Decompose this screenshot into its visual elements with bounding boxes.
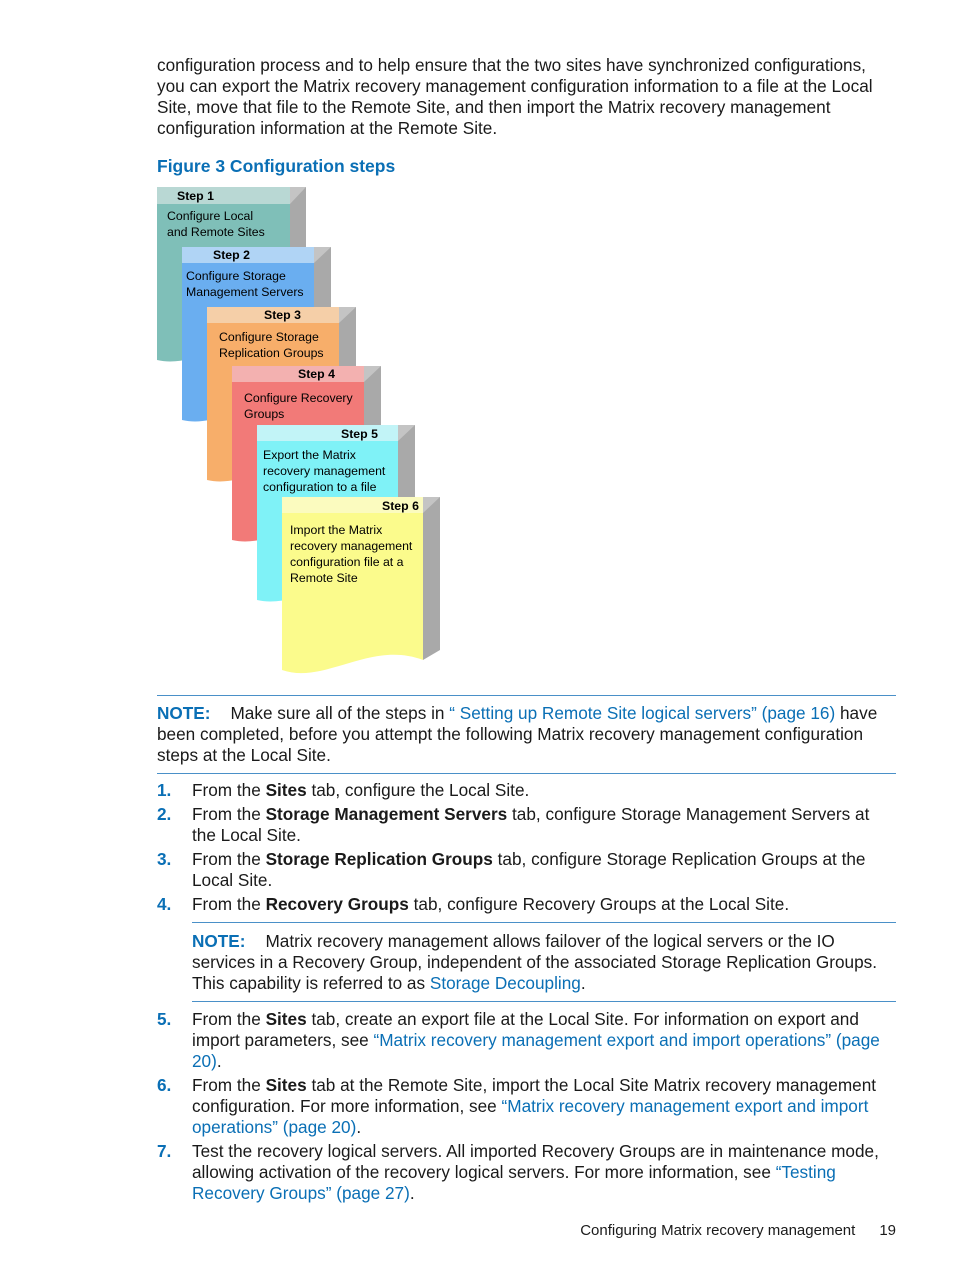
step-text: Test the recovery logical servers. All imported Recovery Groups are in maintenance mode, allowing activation of the recovery logical servers. For more information, see — [192, 1141, 879, 1182]
configuration-steps-figure — [150, 180, 450, 680]
step-6-line-4: Remote Site — [290, 571, 358, 585]
steps-list-a — [157, 780, 897, 915]
step-text: tab, configure Recovery Groups at the Local Site. — [413, 894, 790, 914]
step-number: 7. — [157, 1141, 172, 1161]
step-number: 5. — [157, 1009, 172, 1029]
note-text-after: have been completed, before you attempt the following Matrix recovery management configuration steps at the Local Site. — [157, 703, 878, 765]
step-text: From the — [192, 780, 261, 800]
step-text: tab at the Remote Site, import the Local Site Matrix recovery management configuration. For more information, see — [192, 1075, 877, 1116]
step-text: From the — [192, 849, 261, 869]
step-text: From the — [192, 1009, 261, 1029]
export-import-operations-link[interactable]: “Matrix recovery management export and import operations” (page 20) — [192, 1030, 880, 1071]
list-item — [157, 894, 897, 915]
step-number: 3. — [157, 849, 172, 869]
step-text: . — [409, 1183, 415, 1203]
step-card-6 — [282, 497, 440, 673]
export-import-operations-link[interactable]: “Matrix recovery management export and import operations” (page 20) — [192, 1096, 869, 1137]
step-tab-name: Storage Management Servers — [265, 804, 508, 824]
step-4-line-1: Configure Recovery — [244, 391, 353, 405]
step-text: tab, configure the Local Site. — [311, 780, 530, 800]
step-number: 6. — [157, 1075, 172, 1095]
step-6-label: Step 6 — [382, 499, 419, 513]
list-item — [157, 1075, 897, 1138]
step-text: From the — [192, 1075, 261, 1095]
step-tab-name: Sites — [265, 1009, 307, 1029]
storage-decoupling-link[interactable]: Storage Decoupling — [429, 973, 581, 993]
step-3-line-1: Configure Storage — [219, 330, 319, 344]
note-box-2 — [192, 922, 896, 1002]
step-text: tab, configure Storage Management Servers at the Local Site. — [192, 804, 870, 845]
list-item — [157, 804, 897, 846]
step-6-line-2: recovery management — [290, 539, 413, 553]
step-2-line-2: Management Servers — [186, 285, 304, 299]
step-5-line-3: configuration to a file — [263, 480, 377, 494]
step-text: . — [356, 1117, 362, 1137]
step-text: . — [216, 1051, 222, 1071]
step-tab-name: Recovery Groups — [265, 894, 409, 914]
step-3-label: Step 3 — [264, 308, 301, 322]
list-item — [157, 1141, 897, 1204]
step-6-line-1: Import the Matrix — [290, 523, 383, 537]
step-tab-name: Storage Replication Groups — [265, 849, 493, 869]
step-5-label: Step 5 — [341, 427, 378, 441]
step-3-line-2: Replication Groups — [219, 346, 324, 360]
step-1-line-1: Configure Local — [167, 209, 254, 223]
note-text-before: Matrix recovery management allows failover of the logical servers or the IO services in a Recovery Group, independent of the associated Storage Replication Groups. This capability is referred to as — [192, 931, 878, 993]
step-tab-name: Sites — [265, 780, 307, 800]
step-text: From the — [192, 894, 261, 914]
steps-list-b — [157, 1009, 897, 1204]
note-label: NOTE: — [192, 931, 246, 951]
list-item — [157, 849, 897, 891]
page-footer — [556, 1222, 896, 1239]
step-4-label: Step 4 — [298, 367, 335, 381]
step-text: tab, configure Storage Replication Groups at the Local Site. — [192, 849, 866, 890]
step-text: tab, create an export file at the Local Site. For information on export and import parameters, see — [192, 1009, 859, 1050]
step-2-label: Step 2 — [213, 248, 250, 262]
step-text: From the — [192, 804, 261, 824]
step-5-line-2: recovery management — [263, 464, 386, 478]
setting-up-remote-site-link[interactable]: “ Setting up Remote Site logical servers” (page 16) — [449, 703, 836, 723]
step-1-label: Step 1 — [177, 189, 214, 203]
step-1-line-2: and Remote Sites — [167, 225, 265, 239]
step-number: 1. — [157, 780, 172, 800]
testing-recovery-groups-link[interactable]: “Testing Recovery Groups” (page 27) — [192, 1162, 836, 1203]
note-label: NOTE: — [157, 703, 211, 723]
figure-caption: Figure 3 Configuration steps — [157, 156, 396, 176]
list-item — [157, 780, 897, 801]
note-text-after: . — [580, 973, 586, 993]
step-2-line-1: Configure Storage — [186, 269, 286, 283]
page-number: 19 — [879, 1222, 896, 1239]
note-text-before: Make sure all of the steps in — [230, 703, 445, 723]
footer-section-title: Configuring Matrix recovery management — [580, 1222, 856, 1239]
step-tab-name: Sites — [265, 1075, 307, 1095]
step-number: 2. — [157, 804, 172, 824]
note-box-1 — [157, 695, 896, 774]
step-6-line-3: configuration file at a — [290, 555, 404, 569]
intro-paragraph: configuration process and to help ensure that the two sites have synchronized configurations, you can export the Matrix recovery management configuration information to a file at the Local Site, move that file to the Remote Site, and then import the Matrix recovery management configuration information at the Remote Site. — [157, 55, 873, 138]
list-item — [157, 1009, 897, 1072]
step-4-line-2: Groups — [244, 407, 285, 421]
step-5-line-1: Export the Matrix — [263, 448, 356, 462]
step-number: 4. — [157, 894, 172, 914]
